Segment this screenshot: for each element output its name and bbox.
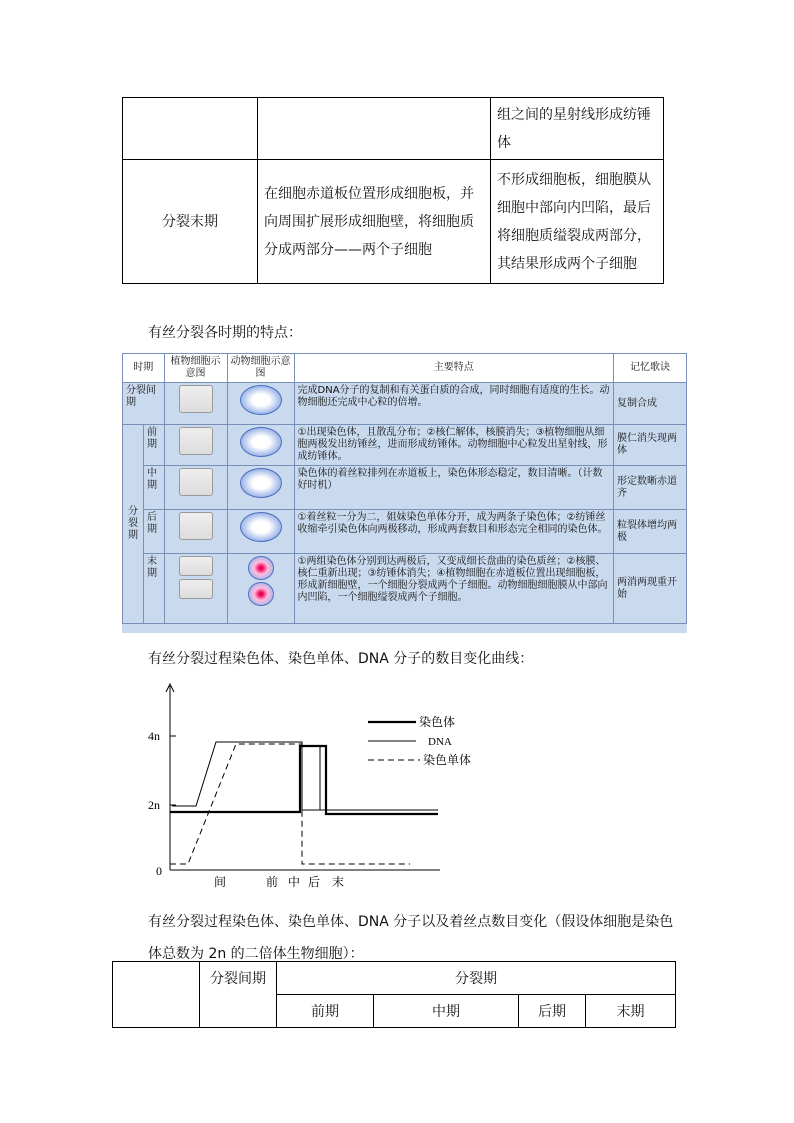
header-mnemonic: 记忆歌诀	[614, 354, 687, 383]
y-axis	[166, 684, 174, 870]
plant-cell-image	[179, 512, 213, 540]
stage-label: 后期	[144, 510, 165, 554]
mnemonic-text: 粒裂体增均两极	[614, 510, 687, 554]
animal-cell-image	[240, 385, 282, 415]
x-tick-label: 末	[332, 875, 345, 889]
x-tick-label: 后	[308, 875, 321, 889]
phase-header: 中期	[374, 995, 519, 1028]
series-chromosome-line	[170, 746, 438, 814]
table-cell	[258, 98, 491, 160]
paragraph-text: 有丝分裂过程染色体、染色单体、DNA 分子以及着丝点数目变化（假设体细胞是染色体总数为 2n 的二倍体生物细胞）：	[148, 914, 674, 962]
animal-cell-image	[248, 556, 274, 580]
plant-cell-image	[179, 385, 213, 413]
table-cell: 组之间的星射线形成纺锤体	[491, 98, 664, 160]
animal-cell-image	[240, 512, 282, 542]
mnemonic-text: 膜仁消失现两体	[614, 425, 687, 466]
phase-header: 后期	[519, 995, 586, 1028]
animal-cell-image	[248, 582, 274, 606]
mitosis-features-table	[122, 353, 687, 633]
header-features: 主要特点	[294, 354, 613, 383]
series-chromatid-line	[170, 744, 410, 864]
phase-header: 前期	[277, 995, 374, 1028]
plant-cell-image	[179, 556, 213, 576]
animal-cell-image	[240, 468, 282, 498]
legend-label: DNA	[428, 736, 452, 748]
section-heading: 有丝分裂各时期的特点：	[148, 325, 302, 341]
chart-legend	[368, 714, 471, 767]
mnemonic-text: 两消两现重开始	[614, 554, 687, 624]
table-cell	[123, 98, 258, 160]
x-tick-label: 中	[288, 875, 301, 889]
header-animal: 动物细胞示意图	[227, 354, 294, 383]
feature-text: ①着丝粒一分为二，姐妹染色单体分开，成为两条子染色体；②纺锤丝收缩牵引染色体向两极移动，形成两套数目和形态完全相同的染色体。	[294, 510, 613, 554]
feature-text: 染色体的着丝粒排列在赤道板上，染色体形态稳定，数目清晰。（计数好时机）	[294, 466, 613, 510]
plant-cell-image	[179, 468, 213, 496]
header-stage: 时期	[123, 354, 165, 383]
series-dna-line	[172, 742, 438, 810]
x-tick-label: 间	[214, 875, 227, 889]
feature-text: ①出现染色体，且散乱分布；②核仁解体，核膜消失；③植物细胞从细胞两极发出纺锤丝，进而形成纺锤体。动物细胞中心粒发出星射线，形成纺锤体。	[294, 425, 613, 466]
y-tick-label: 2n	[148, 798, 160, 812]
mnemonic-text: 形定数晰赤道齐	[614, 466, 687, 510]
count-change-chart	[140, 680, 480, 900]
stage-label: 前期	[144, 425, 165, 466]
plant-cell-image	[179, 427, 213, 455]
count-table	[112, 961, 676, 1028]
stage-label: 中期	[144, 466, 165, 510]
stage-interphase: 分裂间期	[123, 383, 165, 425]
stage-label: 分裂末期	[123, 160, 258, 284]
table-cell	[113, 962, 200, 1028]
plant-cell-description: 在细胞赤道板位置形成细胞板，并向周围扩展形成细胞壁，将细胞质分成两部分——两个子细胞	[258, 160, 491, 284]
interphase-header: 分裂间期	[200, 962, 277, 1028]
stage-label: 末期	[144, 554, 165, 624]
y-tick-label: 4n	[148, 729, 160, 743]
header-plant: 植物细胞示意图	[164, 354, 227, 383]
stage-division: 分裂期	[123, 425, 144, 624]
legend-label: 染色体	[419, 715, 456, 729]
division-header: 分裂期	[277, 962, 676, 995]
phase-header: 末期	[586, 995, 676, 1028]
x-tick-label: 前	[266, 875, 279, 889]
feature-text: 完成DNA分子的复制和有关蛋白质的合成，同时细胞有适度的生长。动物细胞还完成中心粒的倍增。	[294, 383, 613, 425]
legend-label: 染色单体	[423, 753, 472, 767]
mnemonic-text: 复制合成	[614, 383, 687, 425]
y-tick-label: 0	[156, 864, 162, 878]
plant-cell-image	[179, 579, 213, 599]
animal-cell-description: 不形成细胞板，细胞膜从细胞中部向内凹陷，最后将细胞质缢裂成两部分，其结果形成两个子细胞	[491, 160, 664, 284]
section-heading: 有丝分裂过程染色体、染色单体、DNA 分子的数目变化曲线：	[148, 651, 534, 667]
stage-comparison-table	[122, 97, 664, 284]
animal-cell-image	[240, 427, 282, 457]
feature-text: ①两组染色体分别到达两极后，又变成细长盘曲的染色质丝；②核膜、核仁重新出现；③纺锤体消失；④植物细胞在赤道板位置出现细胞板，形成新细胞壁，一个细胞分裂成两个子细胞。动物细胞细胞膜从中部向内凹陷，一个细胞缢裂成两个子细胞。	[294, 554, 613, 624]
